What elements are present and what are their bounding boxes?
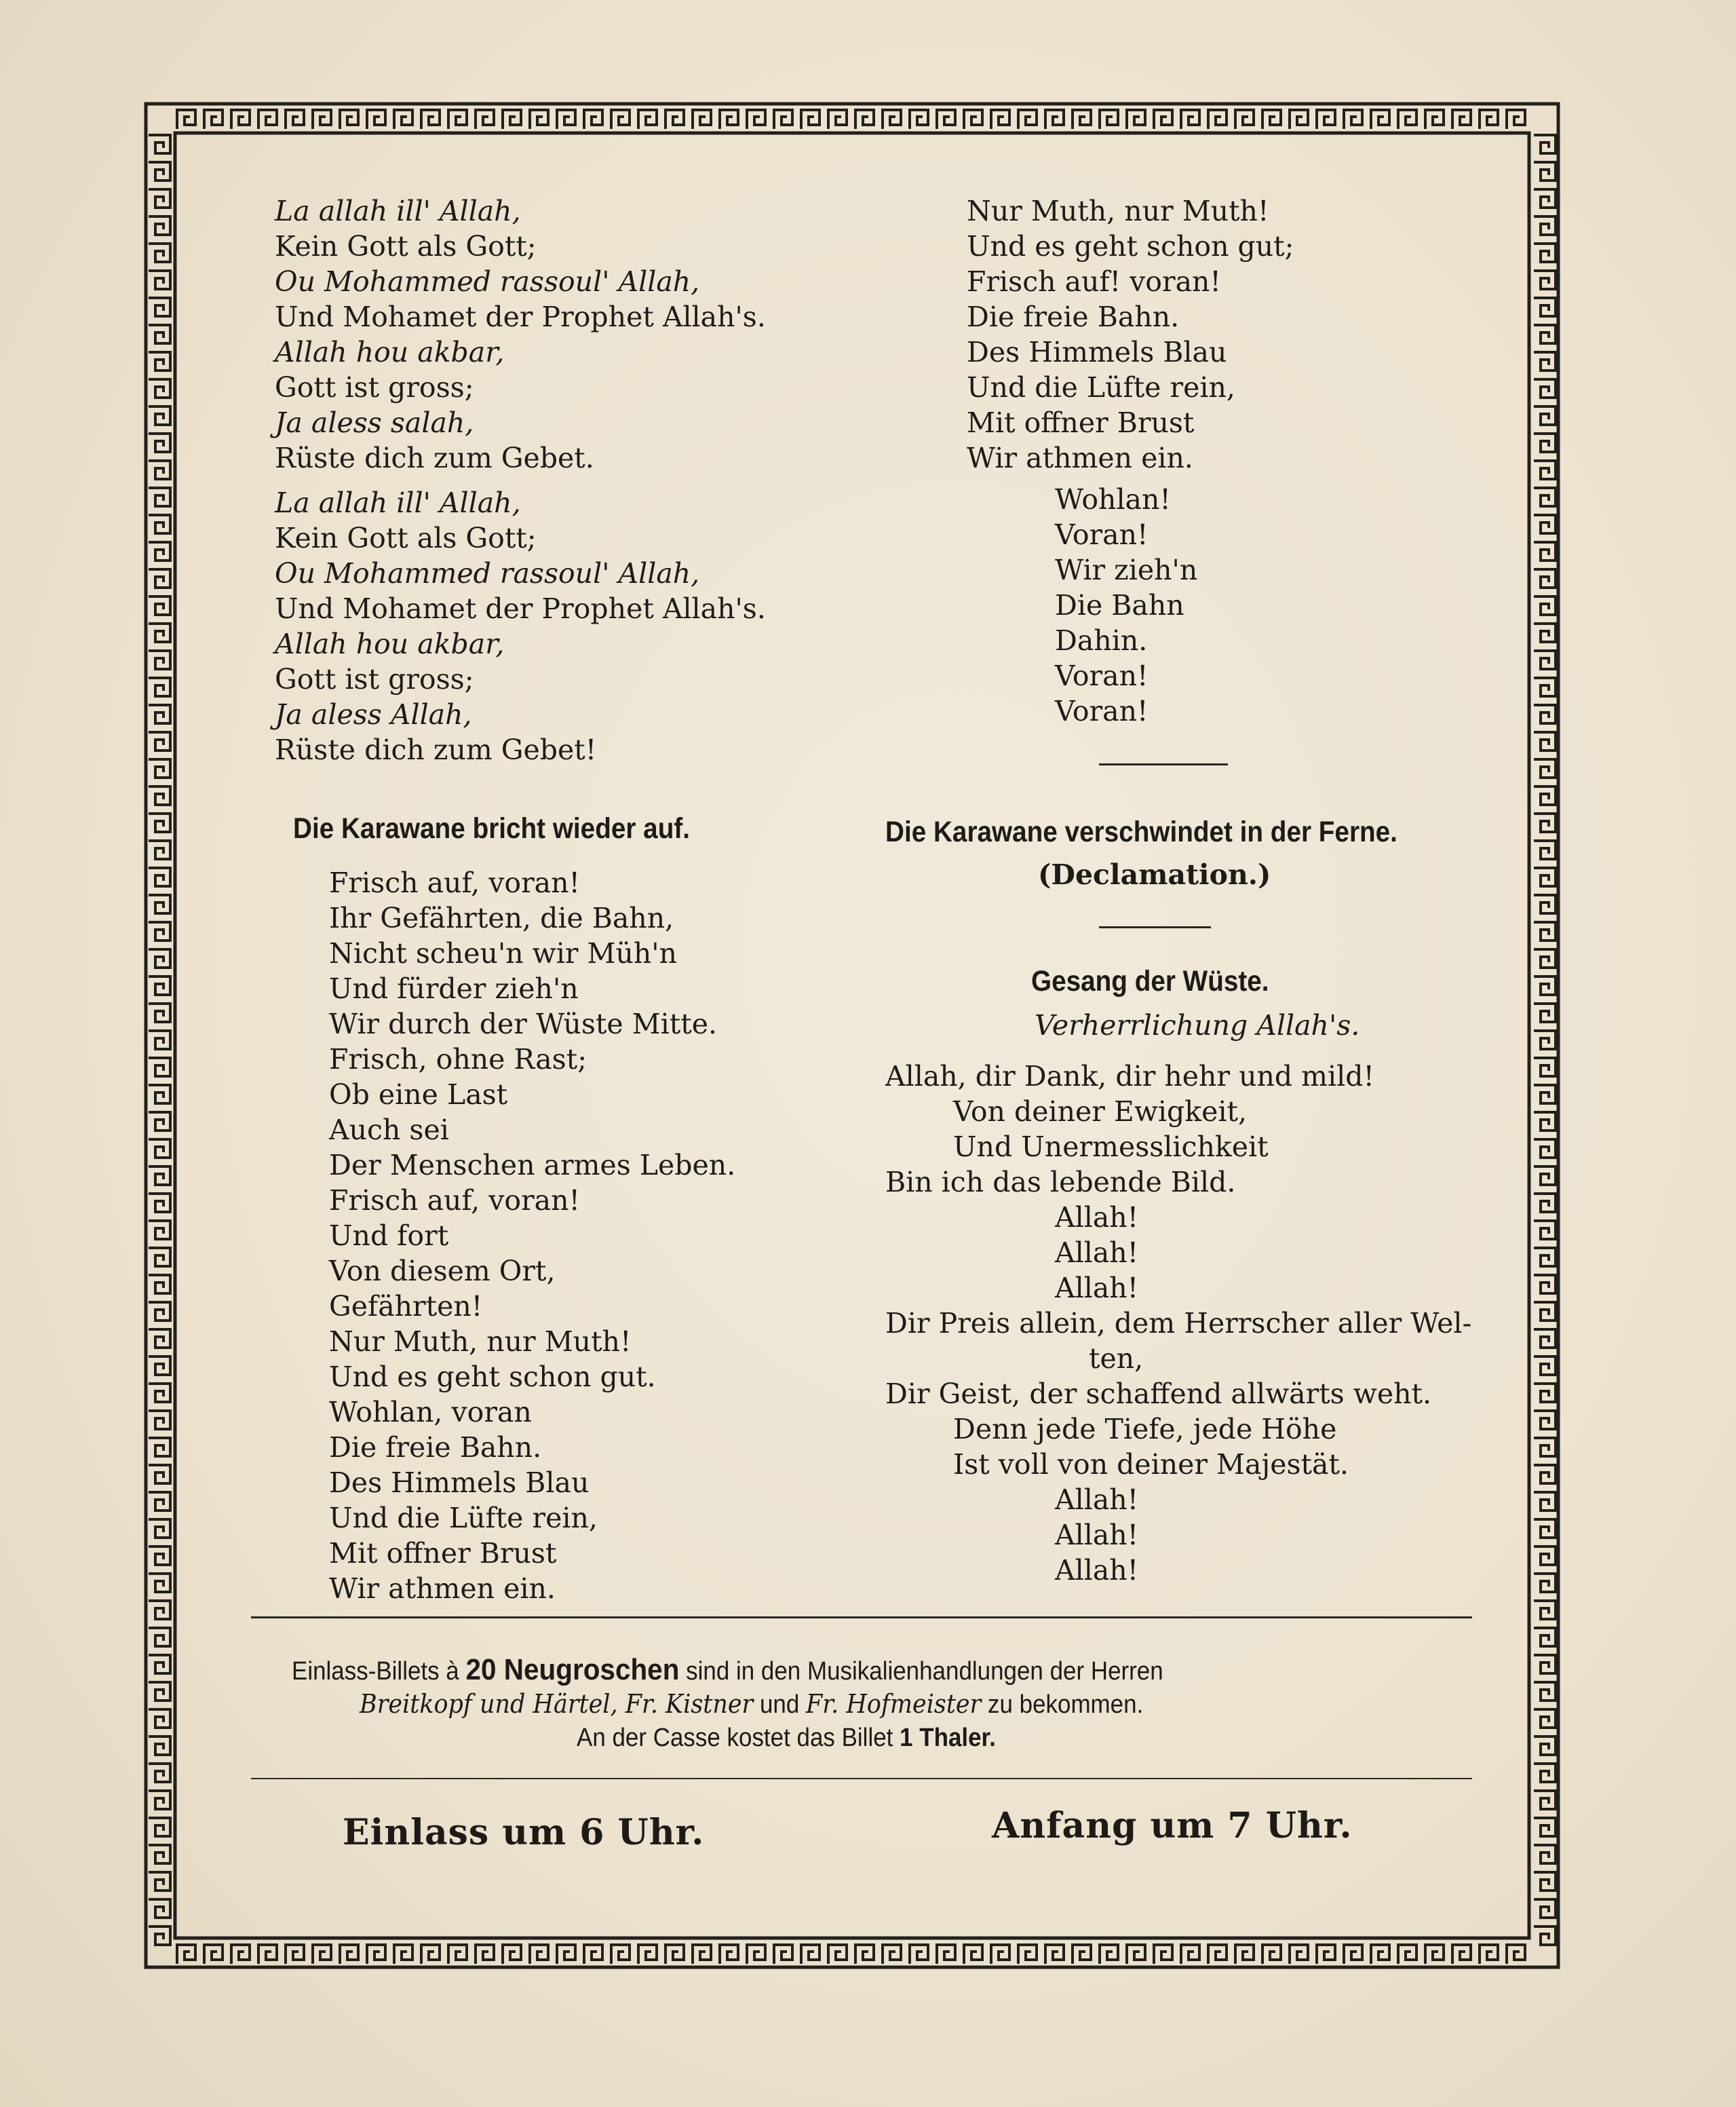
verse-line: Mit offner Brust — [967, 406, 1195, 439]
verse-line: Dir Preis allein, dem Herrscher aller Wel- — [885, 1307, 1472, 1340]
verse-line: Und die Lüfte rein, — [329, 1502, 598, 1534]
verse-line: La allah ill' Allah, — [275, 195, 521, 227]
verse-line: Und Mohamet der Prophet Allah's. — [275, 301, 766, 333]
verse-line: Die freie Bahn. — [329, 1431, 542, 1464]
section-heading-desert-song: Gesang der Wüste. — [1031, 965, 1269, 998]
verse-line: Gott ist gross; — [275, 663, 474, 696]
program-content — [231, 193, 1479, 1917]
verse-line: Rüste dich zum Gebet! — [275, 734, 597, 766]
verse-line: Gott ist gross; — [275, 371, 474, 404]
verse-line: Ou Mohammed rassoul' Allah, — [275, 557, 700, 590]
verse-line: Dahin. — [1055, 624, 1148, 657]
verse-line: Des Himmels Blau — [329, 1466, 590, 1499]
ticket-info-line1: Einlass-Billets à 20 Neugroschen sind in den Musikalienhandlungen der Herren — [292, 1653, 1163, 1686]
verse-line: Allah! — [1055, 1272, 1139, 1304]
verse-line: Und Mohamet der Prophet Allah's. — [275, 592, 766, 625]
section-heading-departure: Die Karawane bricht wieder auf. — [293, 812, 690, 845]
verse-line: Die freie Bahn. — [967, 301, 1180, 333]
verse-line: Der Menschen armes Leben. — [329, 1149, 736, 1181]
ticket-price-line: An der Casse kostet das Billet 1 Thaler. — [577, 1724, 996, 1752]
verse-line: Ihr Gefährten, die Bahn, — [329, 902, 674, 934]
verse-line: Und Unermesslichkeit — [953, 1131, 1269, 1163]
verse-line: Ja aless salah, — [275, 406, 474, 439]
verse-line: Ja aless Allah, — [275, 698, 472, 731]
verse-line: Ob eine Last — [329, 1078, 508, 1111]
verse-line: Rüste dich zum Gebet. — [275, 442, 594, 474]
separator-rule — [1099, 763, 1228, 765]
verse-line: Wir athmen ein. — [329, 1572, 556, 1605]
verse-line: Und fürder zieh'n — [329, 972, 579, 1005]
verse-line: Allah! — [1055, 1519, 1139, 1551]
declamation-label: (Declamation.) — [1038, 858, 1271, 891]
section-heading-vanishing: Die Karawane verschwindet in der Ferne. — [885, 816, 1397, 848]
verse-line: Nur Muth, nur Muth! — [329, 1325, 632, 1358]
start-time: Anfang um 7 Uhr. — [992, 1805, 1353, 1846]
verse-line: Wohlan, voran — [329, 1396, 532, 1428]
verse-line: Wohlan! — [1055, 483, 1171, 516]
verse-line: ten, — [1089, 1342, 1144, 1375]
verse-line: Von diesem Ort, — [329, 1255, 556, 1287]
verse-line: Frisch auf! voran! — [967, 265, 1221, 298]
verse-line: Nicht scheu'n wir Müh'n — [329, 937, 677, 970]
verse-line: Frisch auf, voran! — [329, 867, 581, 899]
verse-line: Allah! — [1055, 1201, 1139, 1234]
verse-line: Dir Geist, der schaffend allwärts weht. — [885, 1378, 1432, 1410]
section-subheading: Verherrlichung Allah's. — [1035, 1009, 1360, 1042]
verse-line: Auch sei — [329, 1114, 449, 1146]
verse-line: Gefährten! — [329, 1290, 483, 1323]
verse-line: Voran! — [1055, 660, 1149, 692]
verse-line: Frisch, ohne Rast; — [329, 1043, 587, 1076]
verse-line: Und es geht schon gut; — [967, 230, 1294, 263]
separator-rule — [251, 1778, 1472, 1779]
verse-line: Bin ich das lebende Bild. — [885, 1166, 1236, 1198]
verse-line: Mit offner Brust — [329, 1537, 557, 1570]
verse-line: Allah! — [1055, 1236, 1139, 1269]
verse-line: Nur Muth, nur Muth! — [967, 195, 1269, 227]
verse-line: Voran! — [1055, 695, 1149, 727]
separator-rule — [1099, 926, 1211, 928]
verse-line: Die Bahn — [1055, 589, 1184, 622]
entry-time: Einlass um 6 Uhr. — [343, 1812, 705, 1853]
verse-line: Voran! — [1055, 518, 1149, 551]
verse-line: Frisch auf, voran! — [329, 1184, 581, 1217]
verse-line: Wir zieh'n — [1055, 554, 1198, 586]
verse-line: Und fort — [329, 1219, 449, 1252]
verse-line: Ist voll von deiner Majestät. — [953, 1448, 1349, 1481]
separator-rule — [251, 1616, 1472, 1618]
verse-line: Denn jede Tiefe, jede Höhe — [953, 1413, 1337, 1445]
verse-line: Kein Gott als Gott; — [275, 230, 537, 263]
verse-line: Und die Lüfte rein, — [967, 371, 1235, 404]
verse-line: Ou Mohammed rassoul' Allah, — [275, 265, 700, 298]
verse-line: Von deiner Ewigkeit, — [953, 1095, 1248, 1128]
verse-line: Kein Gott als Gott; — [275, 522, 537, 554]
verse-line: Allah, dir Dank, dir hehr und mild! — [885, 1060, 1374, 1093]
verse-line: Allah! — [1055, 1554, 1139, 1587]
verse-line: Allah hou akbar, — [275, 628, 505, 660]
verse-line: Und es geht schon gut. — [329, 1361, 656, 1393]
verse-line: Wir athmen ein. — [967, 442, 1193, 474]
verse-line: Des Himmels Blau — [967, 336, 1227, 368]
verse-line: Wir durch der Wüste Mitte. — [329, 1008, 717, 1040]
verse-line: Allah! — [1055, 1483, 1139, 1516]
ticket-info-line2: Breitkopf und Härtel, Fr. Kistner und Fr. Hofmeister zu bekommen. — [360, 1689, 1144, 1719]
verse-line: La allah ill' Allah, — [275, 487, 521, 519]
verse-line: Allah hou akbar, — [275, 336, 505, 368]
